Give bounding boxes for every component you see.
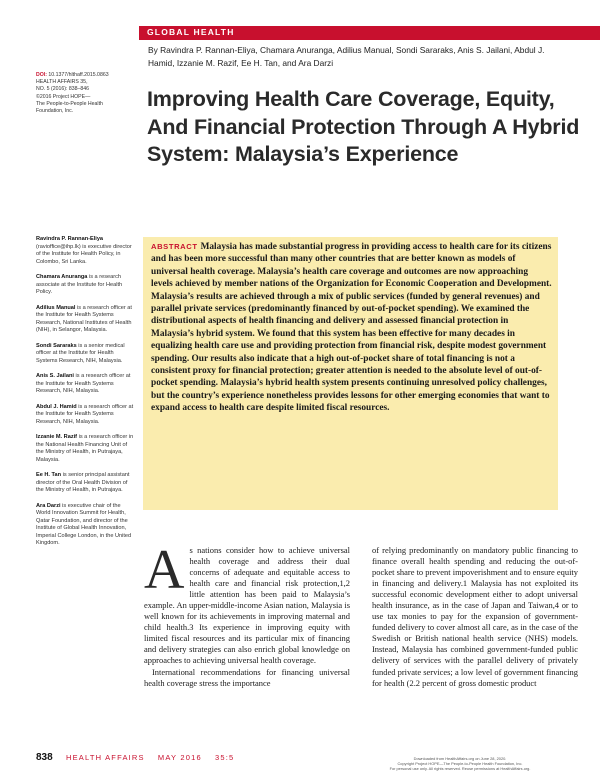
footer-date: MAY 2016 bbox=[157, 753, 202, 762]
bio-text: is a research officer at the Institute for Health Systems Research, NIH, Malaysia. bbox=[36, 373, 131, 394]
bio-text: is senior principal assistant director of the Oral Health Division of the Ministry of Health, in Putrajaya. bbox=[36, 472, 130, 493]
page-footer bbox=[36, 752, 286, 763]
journal-issue: NO. 5 (2016): 838–846 bbox=[36, 86, 90, 93]
author-bio bbox=[36, 373, 136, 396]
article-metadata bbox=[36, 72, 136, 115]
author-list: By Ravindra P. Rannan-Eliya, Chamara Anuranga, Adilius Manual, Sondi Sararaks, Anis S. Jailani, Abdul J. Hamid, Izzanie M. Razif, Ee H. Tan, and Ara Darzi bbox=[148, 45, 545, 68]
author-bio bbox=[36, 274, 136, 297]
bio-text: is a research associate at the Institute for Health Policy. bbox=[36, 274, 123, 295]
bio-name: Chamara Anuranga bbox=[36, 274, 88, 280]
bio-text: (ravioffice@ihp.lk) is executive director of the Institute for Health Policy, in Colombo, Sri Lanka. bbox=[36, 243, 132, 265]
section-label: GLOBAL HEALTH bbox=[147, 27, 235, 37]
bio-name: Anis S. Jailani bbox=[36, 373, 74, 379]
bio-name: Ara Darzi bbox=[36, 502, 61, 509]
footer-volume: 35:5 bbox=[214, 753, 235, 762]
bio-text: is executive chair of the World Innovation Summit for Health, Qatar Foundation, and director of the Institute of Global Health Innovation, Imperial College London, in the United Kingdom. bbox=[36, 502, 132, 546]
bio-name: Ee H. Tan bbox=[36, 472, 62, 478]
bio-text: is a senior medical officer at the Institute for Health Systems Research, NIH, Malaysia. bbox=[36, 342, 125, 364]
bio-name: Sondi Sararaks bbox=[36, 342, 77, 349]
author-bio bbox=[36, 305, 136, 335]
bio-text: is a research officer in the National Health Financing Unit of the Ministry of Health, in Putrajaya, Malaysia. bbox=[36, 434, 134, 463]
footer-journal: HEALTH AFFAIRS bbox=[65, 753, 145, 762]
article-title: Improving Health Care Coverage, Equity, And Financial Protection Through A Hybrid System: Malaysia’s Experience bbox=[147, 87, 580, 166]
author-bio bbox=[36, 236, 136, 266]
download-notice bbox=[360, 756, 560, 771]
bio-name: Ravindra P. Rannan-Eliya bbox=[36, 236, 104, 242]
paragraph-text: s nations consider how to achieve universal health coverage and address their dual concerns of adequate and equitable access to health care and financial risk protection,1,2 little attention has been paid to Malaysia’s example. An upper-middle-income Asian nation, Malaysia is well known for its achievements in improving maternal and child health.3 Its experience in improving equity with limited fiscal resources and its particular mix of financing and delivery strategies can also enrich global knowledge on approaches to achieving universal health coverage. bbox=[144, 545, 350, 666]
author-bio bbox=[36, 503, 136, 548]
abstract-label: ABSTRACT bbox=[151, 242, 198, 251]
bio-text: is a research officer at the Institute for Health Systems Research, National Institutes of Health (NIH), in Selangor, Malaysia. bbox=[36, 304, 132, 333]
abstract-paragraph bbox=[151, 241, 552, 415]
author-bio bbox=[36, 434, 136, 464]
publisher-line-1: The People-to-People Health bbox=[36, 100, 103, 107]
drop-cap: A bbox=[144, 539, 185, 601]
body-paragraph: of relying predominantly on mandatory public financing to finance overall health spending and reducing the out-of-pocket share to prevent impoverishment and to ensure equity in financing and delivery.1 Malaysia has not exploited its successful economic development either to adopt universal health insurance, as in the case of Japan and Taiwan,4 or to use tax monies to pay for the expansion of government-funded delivery to cover almost all care, as in the case of the Swedish or British national health service (NHS) models. Instead, Malaysia has combined government-funded public delivery of services with the parallel delivery of privately funded private services; a low level of government financing for health (2.2 percent of gross domestic product bbox=[372, 545, 578, 688]
body-column-1 bbox=[144, 539, 350, 689]
author-bio bbox=[36, 472, 136, 495]
body-paragraph: International recommendations for financing universal health coverage stress the importance bbox=[144, 666, 350, 688]
download-line-3: For personal use only. All rights reserved. Reuse permissions at HealthAffairs.org. bbox=[389, 766, 531, 771]
bio-text: is a research officer at the Institute for Health Systems Research, NIH, Malaysia. bbox=[36, 403, 134, 425]
publisher-line-2: Foundation, Inc. bbox=[36, 108, 74, 115]
section-banner bbox=[139, 26, 600, 40]
body-column-2 bbox=[372, 545, 578, 689]
body-paragraph bbox=[144, 539, 350, 667]
bio-name: Izzanie M. Razif bbox=[36, 434, 78, 440]
bio-name: Adilius Manual bbox=[36, 304, 76, 311]
doi-label: DOI: bbox=[36, 72, 47, 78]
author-bio bbox=[36, 404, 136, 427]
author-bio bbox=[36, 343, 136, 366]
abstract-text: Malaysia has made substantial progress in providing access to health care for its citizens and has been more successful than many other countries that are better known as models of universal health coverage. Malaysia’s health care coverage and outcomes are now approaching levels achieved by member nations of the Organization for Economic Cooperation and Development. Malaysia’s results are achieved through a mix of public services (funded by general revenues) and parallel private services (predominantly financed by out-of-pocket spending). We examined the distributional aspects of health financing and delivery and assessed financial protection in Malaysia’s hybrid system. We found that this system has been effective for many decades in equalizing health care use and providing protection from financial risk, despite modest government spending. Our results also indicate that a high out-of-pocket share of total financing is not a consistent proxy for financial protection; greater attention is needed to the absolute level of out-of-pocket spending. Malaysia’s hybrid health system presents continuing unresolved policy challenges, but the country’s experience nonetheless provides lessons for other emerging economies that want to expand access to health care despite limited fiscal resources. bbox=[151, 242, 552, 414]
bio-name: Abdul J. Hamid bbox=[36, 403, 77, 410]
journal-name: HEALTH AFFAIRS 35, bbox=[36, 79, 88, 86]
doi-link[interactable]: 10.1377/hlthaff.2015.0863 bbox=[48, 72, 109, 78]
copyright-line: ©2016 Project HOPE— bbox=[36, 93, 91, 100]
page-number: 838 bbox=[36, 752, 53, 763]
author-bios bbox=[36, 236, 136, 556]
download-line-2: Copyright Project HOPE—The People-to-People Health Foundation, Inc. bbox=[397, 761, 523, 766]
download-line-1: Downloaded from HealthAffairs.org on June 28, 2020. bbox=[413, 756, 507, 761]
abstract-box bbox=[143, 237, 558, 510]
